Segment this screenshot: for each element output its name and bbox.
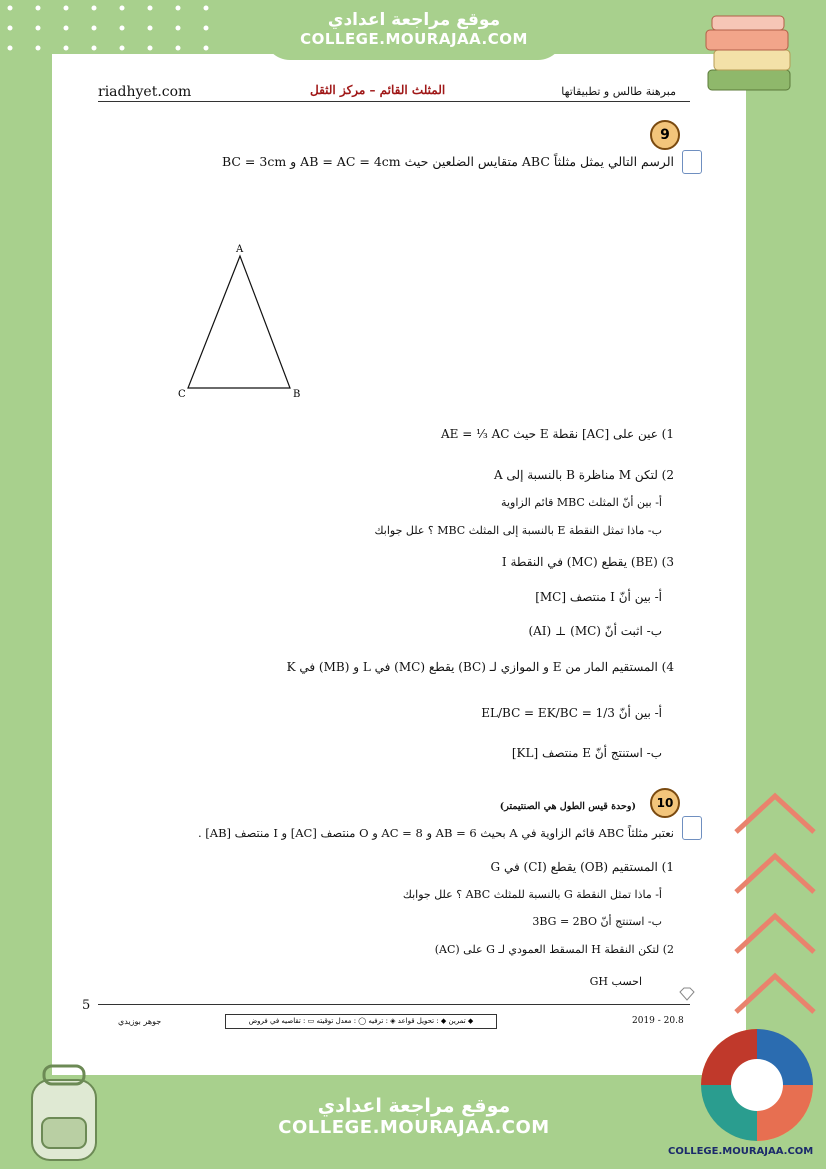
ex10-q1a: أ- ماذا تمثل النقطة G بالنسبة للمثلث ABC ؟ علل جوابك	[402, 888, 662, 901]
vertex-c-label: C	[178, 389, 186, 400]
diamond-icon	[678, 987, 696, 1001]
college-logo-wheel	[696, 1024, 818, 1146]
header-title: المثلث القائم – مركز الثقل	[310, 83, 446, 97]
ex10-q1b: ب- استنتج أنّ 3BG = 2BO	[532, 915, 662, 928]
footer-rule	[98, 1004, 690, 1005]
top-banner	[264, 0, 564, 60]
exercise-9-side-icon	[682, 150, 702, 174]
triangle-figure	[172, 240, 312, 400]
ex9-q2b: ب- ماذا تمثل النقطة E بالنسبة إلى المثلث MBC ؟ علل جوابك	[374, 524, 662, 537]
bottom-banner	[264, 1075, 564, 1169]
ex9-q2a: أ- بين أنّ المثلث MBC قائم الزاوية	[501, 496, 662, 509]
books-icon	[700, 10, 800, 100]
backpack-icon	[14, 1058, 114, 1166]
exercise-10-badge: 10	[650, 788, 680, 818]
chevron-decoration	[730, 790, 820, 1030]
ex9-q3b: ب- اثبت أنّ (MC) ⊥ (AI)	[528, 624, 662, 638]
footer-legend: ◆ تمرين ◆ : تحويل قواعد ◈ : ترفيه ◯ : معدل توقيته ▭ : تقاصيه في فروض	[225, 1014, 497, 1029]
ex9-q4a: أ- بين أنّ EL/BC = EK/BC = 1/3	[481, 706, 662, 720]
ex9-q3: 3) (BE) يقطع (MC) في النقطة I	[501, 555, 674, 569]
bottom-banner-arabic: موقع مراجعة اعدادي	[317, 1095, 511, 1117]
vertex-b-label: B	[293, 389, 301, 400]
vertex-a-label: A	[236, 244, 244, 255]
ex10-q2-compute: احسب GH	[589, 975, 642, 988]
ex9-q3a: أ- بين أنّ I منتصف [MC]	[535, 590, 662, 604]
top-banner-arabic: موقع مراجعة اعدادي	[327, 10, 501, 30]
header-subtitle: مبرهنة طالس و تطبيقاتها	[561, 85, 676, 98]
top-banner-url[interactable]: COLLEGE.MOURAJAA.COM	[300, 30, 528, 48]
header-site: riadhyet.com	[98, 84, 192, 100]
exercise-10-side-icon	[682, 816, 702, 840]
ex9-q1: 1) عين على [AC] نقطة E حيث AE = ⅓ AC	[441, 427, 674, 441]
ex9-q2: 2) لتكن M مناظرة B بالنسبة إلى A	[493, 468, 674, 482]
page-number: 5	[82, 998, 91, 1013]
logo-text: COLLEGE.MOURAJAA.COM	[668, 1146, 814, 1157]
header-rule	[98, 101, 690, 102]
ex9-intro: الرسم التالي يمثل مثلثاً ABC متقايس الضلعين حيث AB = AC = 4cm و BC = 3cm	[221, 154, 674, 169]
bottom-banner-url[interactable]: COLLEGE.MOURAJAA.COM	[278, 1117, 550, 1138]
ex10-intro: نعتبر مثلثاً ABC قائم الزاوية في A بحيث AB = 6 و AC = 8 و O منتصف [AC] و I منتصف [AB] .	[197, 826, 674, 840]
footer-author: جوهر بوزيدي	[118, 1017, 162, 1026]
ex10-q2: 2) لتكن النقطة H المسقط العمودي لـ G على (AC)	[434, 943, 674, 956]
footer-date: 2019 - 20.8	[632, 1016, 684, 1026]
document-page	[52, 54, 746, 1075]
ex10-unit-note: (وحدة قيس الطول هي الصنتيمتر)	[499, 801, 636, 812]
ex9-q4: 4) المستقيم المار من E و الموازي لـ (BC) يقطع (MC) في L و (MB) في K	[286, 660, 674, 674]
ex10-q1: 1) المستقيم (OB) يقطع (CI) في G	[490, 860, 674, 874]
ex9-q4b: ب- استنتج أنّ E منتصف [KL]	[511, 746, 662, 760]
exercise-9-badge: 9	[650, 120, 680, 150]
